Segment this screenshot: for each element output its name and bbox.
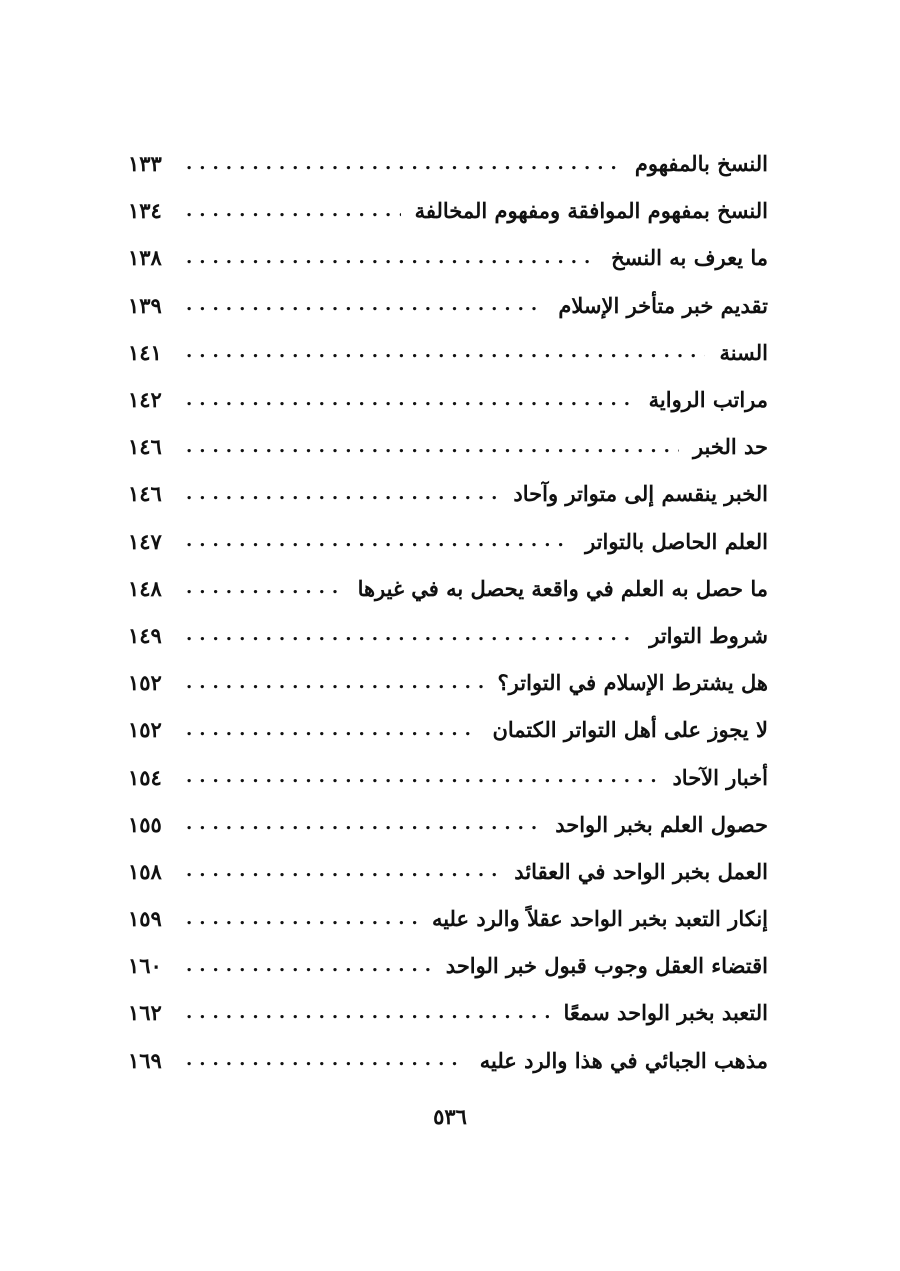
toc-entry-page: ١٤٦ <box>128 481 162 507</box>
toc-entry <box>128 706 768 753</box>
toc-entry-page: ١٥٢ <box>128 670 162 696</box>
dot-leader <box>186 721 478 739</box>
toc-entry-page: ١٣٨ <box>128 245 162 271</box>
toc-entry-page: ١٤٢ <box>128 387 162 413</box>
toc-entry-page: ١٥٤ <box>128 764 162 790</box>
dot-leader <box>186 249 597 267</box>
toc-entry <box>128 423 768 470</box>
toc-entry-title: هل يشترط الإسلام في التواتر؟ <box>497 670 768 696</box>
toc-entry-page: ١٥٥ <box>128 811 162 837</box>
toc-entry-title: حصول العلم بخبر الواحد <box>555 811 768 837</box>
toc-entry-title: لا يجوز على أهل التواتر الكتمان <box>492 717 768 743</box>
dot-leader <box>186 485 499 503</box>
toc-entry-page: ١٥٢ <box>128 717 162 743</box>
dot-leader <box>186 532 571 550</box>
toc-entry-page: ١٦٠ <box>128 953 162 979</box>
toc-entry <box>128 1037 768 1084</box>
dot-leader <box>186 1004 549 1022</box>
toc-entry <box>128 612 768 659</box>
toc-entry-page: ١٣٩ <box>128 292 162 318</box>
toc-entry <box>128 753 768 800</box>
toc-entry <box>128 565 768 612</box>
toc-entry-title: العلم الحاصل بالتواتر <box>585 528 768 554</box>
dot-leader <box>186 579 344 597</box>
toc-entry <box>128 140 768 187</box>
dot-leader <box>186 910 418 928</box>
dot-leader <box>186 626 635 644</box>
toc-entry-page: ١٣٤ <box>128 198 162 224</box>
dot-leader <box>186 438 679 456</box>
toc-entry-page: ١٥٨ <box>128 858 162 884</box>
toc-entry-page: ١٦٢ <box>128 1000 162 1026</box>
toc-entry <box>128 234 768 281</box>
toc-entry-title: أخبار الآحاد <box>672 764 768 790</box>
dot-leader <box>186 768 658 786</box>
toc-entry-page: ١٤١ <box>128 339 162 365</box>
dot-leader <box>186 815 541 833</box>
toc-entry-title: شروط التواتر <box>649 622 768 648</box>
toc-entry-page: ١٦٩ <box>128 1047 162 1073</box>
toc-entry-title: إنكار التعبد بخبر الواحد عقلاً والرد عليه <box>431 906 768 932</box>
toc-entry <box>128 895 768 942</box>
dot-leader <box>186 296 544 314</box>
dot-leader <box>186 343 705 361</box>
toc-entry <box>128 376 768 423</box>
toc-entry <box>128 801 768 848</box>
toc-entry <box>128 942 768 989</box>
dot-leader <box>186 1051 466 1069</box>
toc-entry <box>128 470 768 517</box>
toc-entry-page: ١٤٦ <box>128 434 162 460</box>
toc-entry-page: ١٣٣ <box>128 151 162 177</box>
toc-entry-title: ما حصل به العلم في واقعة يحصل به في غيرها <box>357 575 768 601</box>
page-number: ٥٣٦ <box>433 1104 467 1129</box>
toc-entry-page: ١٥٩ <box>128 906 162 932</box>
toc-entry <box>128 659 768 706</box>
dot-leader <box>186 957 432 975</box>
toc-entry-title: مذهب الجبائي في هذا والرد عليه <box>479 1047 768 1073</box>
toc-entry <box>128 518 768 565</box>
toc-entry <box>128 989 768 1036</box>
toc-entry-title: تقديم خبر متأخر الإسلام <box>558 292 768 318</box>
dot-leader <box>186 202 401 220</box>
toc-entry-title: السنة <box>719 339 768 365</box>
toc-entry-title: الخبر ينقسم إلى متواتر وآحاد <box>513 481 768 507</box>
toc-entry <box>128 282 768 329</box>
toc-entry-title: النسخ بمفهوم الموافقة ومفهوم المخالفة <box>414 198 768 224</box>
toc-entry-title: النسخ بالمفهوم <box>634 151 768 177</box>
toc-entry-title: مراتب الرواية <box>648 387 768 413</box>
toc-entry-title: التعبد بخبر الواحد سمعًا <box>563 1000 768 1026</box>
table-of-contents <box>128 140 768 1084</box>
toc-entry-page: ١٤٧ <box>128 528 162 554</box>
toc-entry <box>128 329 768 376</box>
dot-leader <box>186 862 500 880</box>
toc-entry-title: العمل بخبر الواحد في العقائد <box>514 858 768 884</box>
dot-leader <box>186 155 621 173</box>
toc-entry-page: ١٤٨ <box>128 575 162 601</box>
toc-entry-title: ما يعرف به النسخ <box>611 245 768 271</box>
toc-entry-title: حد الخبر <box>692 434 768 460</box>
toc-entry-title: اقتضاء العقل وجوب قبول خبر الواحد <box>445 953 768 979</box>
toc-entry-page: ١٤٩ <box>128 622 162 648</box>
dot-leader <box>186 391 635 409</box>
dot-leader <box>186 674 484 692</box>
toc-entry <box>128 187 768 234</box>
toc-entry <box>128 848 768 895</box>
